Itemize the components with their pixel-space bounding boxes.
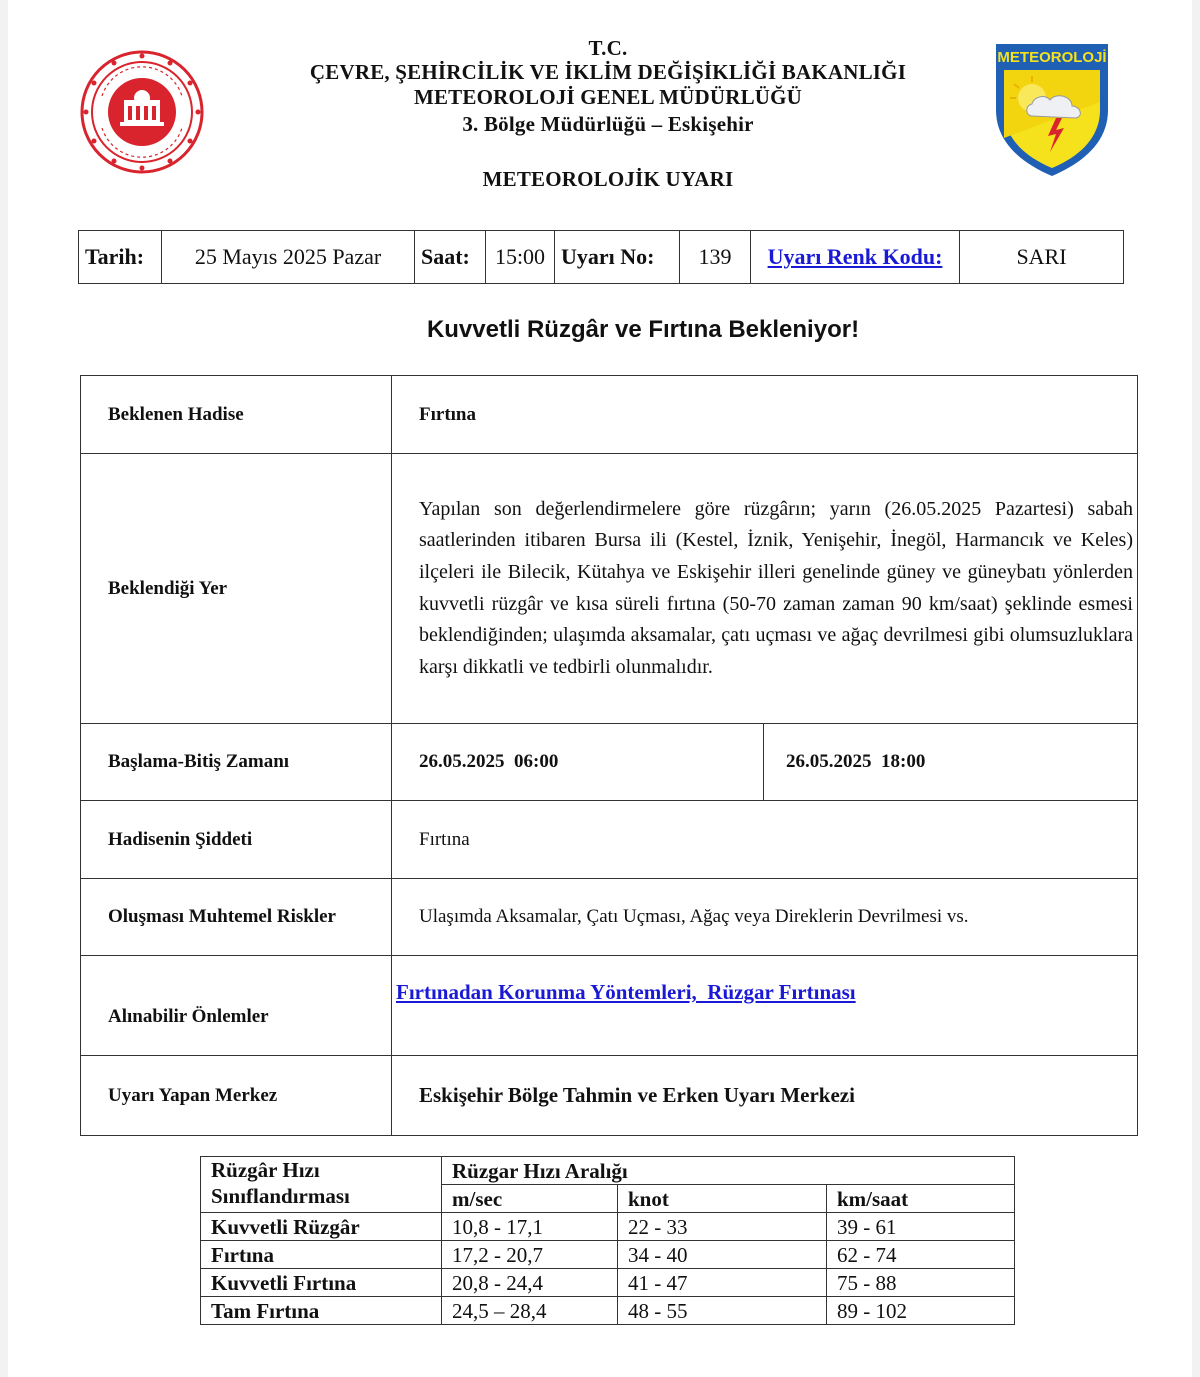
risks-label: Oluşması Muhtemel Riskler bbox=[81, 879, 392, 956]
time-range-label: Başlama-Bitiş Zamanı bbox=[81, 724, 392, 801]
unit-header: knot bbox=[618, 1185, 827, 1213]
class-name: Tam Fırtına bbox=[201, 1297, 442, 1325]
warning-details-table bbox=[80, 375, 1138, 1136]
knot-range: 34 - 40 bbox=[618, 1241, 827, 1269]
table-row bbox=[81, 376, 1138, 454]
knot-range: 22 - 33 bbox=[618, 1213, 827, 1241]
logo-text: METEOROLOJİ bbox=[997, 49, 1107, 66]
start-time: 26.05.2025 06:00 bbox=[392, 724, 764, 801]
time-value: 15:00 bbox=[486, 231, 555, 284]
table-row bbox=[81, 1056, 1138, 1136]
warning-no-label: Uyarı No: bbox=[555, 231, 680, 284]
knot-range: 48 - 55 bbox=[618, 1297, 827, 1325]
color-code-link[interactable]: Uyarı Renk Kodu: bbox=[767, 244, 943, 269]
document-title: METEOROLOJİK UYARI bbox=[482, 167, 734, 191]
event-value: Fırtına bbox=[392, 376, 1138, 454]
color-code-cell bbox=[751, 231, 960, 284]
wind-classification-table bbox=[200, 1156, 1015, 1325]
unit-header: km/saat bbox=[827, 1185, 1015, 1213]
class-header bbox=[201, 1157, 442, 1213]
measures-link[interactable]: Fırtınadan Korunma Yöntemleri, Rüzgar Fırtınası bbox=[396, 980, 856, 1004]
directorate-name: METEOROLOJİ GENEL MÜDÜRLÜĞÜ bbox=[413, 85, 803, 109]
table-row bbox=[81, 879, 1138, 956]
class-name: Kuvvetli Rüzgâr bbox=[201, 1213, 442, 1241]
center-label: Uyarı Yapan Merkez bbox=[81, 1056, 392, 1136]
table-row bbox=[81, 956, 1138, 1056]
ms-range: 17,2 - 20,7 bbox=[442, 1241, 618, 1269]
kmh-range: 89 - 102 bbox=[827, 1297, 1015, 1325]
regional-office: 3. Bölge Müdürlüğü – Eskişehir bbox=[462, 112, 754, 136]
document-page bbox=[8, 0, 1192, 1377]
class-header-line-2: Sınıflandırması bbox=[211, 1184, 350, 1208]
ms-range: 10,8 - 17,1 bbox=[442, 1213, 618, 1241]
ministry-name: ÇEVRE, ŞEHİRCİLİK VE İKLİM DEĞİŞİKLİĞİ BAKANLIĞI bbox=[309, 60, 907, 84]
risks-value: Ulaşımda Aksamalar, Çatı Uçması, Ağaç veya Direklerin Devrilmesi vs. bbox=[392, 879, 1138, 956]
warning-headline: Kuvvetli Rüzgâr ve Fırtına Bekleniyor! bbox=[426, 316, 860, 343]
warning-info-table bbox=[78, 230, 1124, 284]
kmh-range: 39 - 61 bbox=[827, 1213, 1015, 1241]
table-header-row bbox=[201, 1157, 1015, 1185]
unit-header: m/sec bbox=[442, 1185, 618, 1213]
center-value: Eskişehir Bölge Tahmin ve Erken Uyarı Merkezi bbox=[392, 1056, 1138, 1136]
knot-range: 41 - 47 bbox=[618, 1269, 827, 1297]
severity-value: Fırtına bbox=[392, 801, 1138, 879]
table-row bbox=[81, 801, 1138, 879]
table-row bbox=[81, 724, 1138, 801]
kmh-range: 75 - 88 bbox=[827, 1269, 1015, 1297]
event-label: Beklenen Hadise bbox=[81, 376, 392, 454]
place-label: Beklendiği Yer bbox=[81, 454, 392, 724]
table-row bbox=[201, 1297, 1015, 1325]
ms-range: 24,5 – 28,4 bbox=[442, 1297, 618, 1325]
table-row bbox=[81, 454, 1138, 724]
range-header: Rüzgar Hızı Aralığı bbox=[442, 1157, 1015, 1185]
table-row bbox=[201, 1269, 1015, 1297]
class-name: Fırtına bbox=[201, 1241, 442, 1269]
measures-cell bbox=[392, 956, 1138, 1056]
measures-label: Alınabilir Önlemler bbox=[81, 956, 392, 1056]
date-label: Tarih: bbox=[79, 231, 162, 284]
color-code-value: SARI bbox=[960, 231, 1124, 284]
time-label: Saat: bbox=[415, 231, 486, 284]
date-value: 25 Mayıs 2025 Pazar bbox=[162, 231, 415, 284]
table-row bbox=[201, 1213, 1015, 1241]
end-time: 26.05.2025 18:00 bbox=[764, 724, 1138, 801]
ms-range: 20,8 - 24,4 bbox=[442, 1269, 618, 1297]
class-name: Kuvvetli Fırtına bbox=[201, 1269, 442, 1297]
kmh-range: 62 - 74 bbox=[827, 1241, 1015, 1269]
ministry-seal-icon bbox=[80, 50, 204, 174]
header-line-1: T.C. bbox=[588, 36, 628, 60]
class-header-line-1: Rüzgâr Hızı bbox=[211, 1158, 320, 1182]
meteoroloji-logo-icon bbox=[992, 40, 1112, 180]
place-description: Yapılan son değerlendirmelere göre rüzgârın; yarın (26.05.2025 Pazartesi) sabah saatlerinden itibaren Bursa ili (Kestel, İznik, Yenişehir, İnegöl, Harmancık ve Keles) ilçeleri ile Bilecik, Kütahya ve Eskişehir illeri genelinde güney ve güneybatı yönlerden kuvvetli rüzgâr ve kısa süreli fırtına (50-70 zaman zaman 90 km/saat) şeklinde esmesi beklendiğinden; ulaşımda aksamalar, çatı uçması ve ağaç devrilmesi gibi olumsuzluklara karşı dikkatli ve tedbirli olunmalıdır. bbox=[419, 497, 1133, 678]
warning-no-value: 139 bbox=[680, 231, 751, 284]
table-row bbox=[201, 1241, 1015, 1269]
severity-label: Hadisenin Şiddeti bbox=[81, 801, 392, 879]
place-cell bbox=[392, 454, 1138, 724]
